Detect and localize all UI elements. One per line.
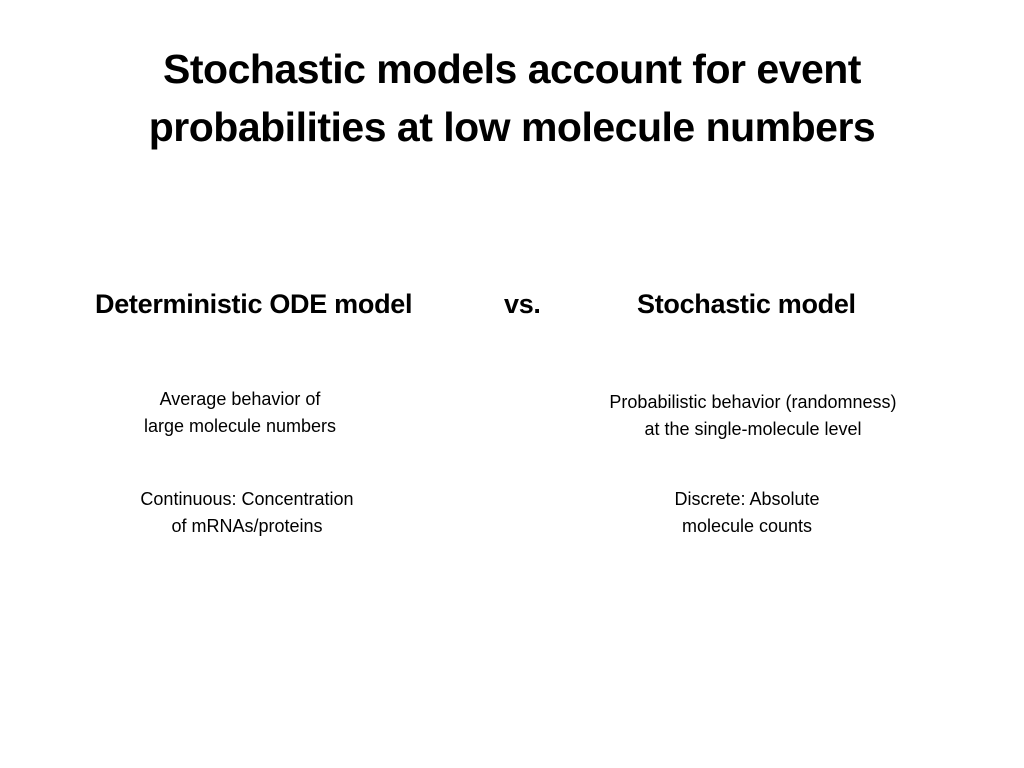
slide-title-line-2: probabilities at low molecule numbers xyxy=(148,104,876,150)
note-line: of mRNAs/proteins xyxy=(171,516,323,536)
slide-title-line-1: Stochastic models account for event xyxy=(163,46,861,92)
vs-label: vs. xyxy=(504,289,541,319)
deterministic-note-continuous xyxy=(112,486,382,540)
deterministic-heading: Deterministic ODE model xyxy=(95,289,413,319)
note-line: Discrete: Absolute xyxy=(674,489,820,509)
note-line: Continuous: Concentration xyxy=(140,489,354,509)
note-line: molecule counts xyxy=(681,516,813,536)
note-line: Average behavior of xyxy=(159,389,321,409)
stochastic-note-probabilistic xyxy=(573,389,933,443)
slide-title xyxy=(0,40,1024,156)
note-line: at the single-molecule level xyxy=(644,419,862,439)
stochastic-heading: Stochastic model xyxy=(637,289,856,319)
note-line: large molecule numbers xyxy=(143,416,337,436)
note-line: Probabilistic behavior (randomness) xyxy=(609,392,897,412)
stochastic-note-discrete xyxy=(617,486,877,540)
deterministic-note-average xyxy=(110,386,370,440)
